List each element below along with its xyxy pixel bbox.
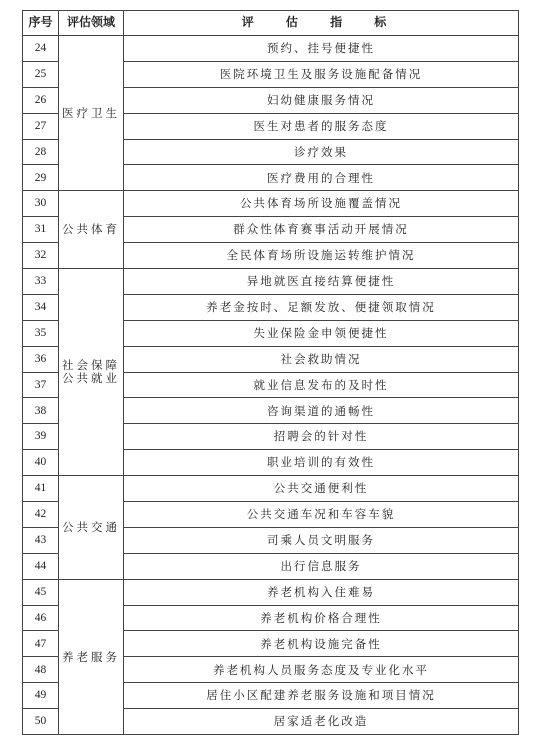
- row-number: 34: [23, 294, 59, 320]
- row-number: 48: [23, 657, 59, 683]
- indicator-text: 出行信息服务: [124, 553, 519, 579]
- indicator-text: 就业信息发布的及时性: [124, 372, 519, 398]
- row-number: 26: [23, 87, 59, 113]
- indicator-text: 咨询渠道的通畅性: [124, 398, 519, 424]
- header-row: [23, 11, 519, 36]
- indicator-text: 诊疗效果: [124, 139, 519, 165]
- indicator-text: 居家适老化改造: [124, 709, 519, 735]
- domain-cell: [59, 269, 124, 476]
- indicator-text: 医生对患者的服务态度: [124, 113, 519, 139]
- indicator-text: 养老机构入住难易: [124, 579, 519, 605]
- indicator-text: 预约、挂号便捷性: [124, 36, 519, 62]
- row-number: 42: [23, 502, 59, 528]
- row-number: 32: [23, 243, 59, 269]
- header-domain: 评估领域: [59, 11, 124, 36]
- table-row: [23, 36, 519, 62]
- domain-label: 医疗卫生: [62, 105, 120, 120]
- table-row: [23, 269, 519, 295]
- header-number: 序号: [23, 11, 59, 36]
- row-number: 31: [23, 217, 59, 243]
- indicator-text: 失业保险金申领便捷性: [124, 320, 519, 346]
- indicator-text: 群众性体育赛事活动开展情况: [124, 217, 519, 243]
- row-number: 30: [23, 191, 59, 217]
- domain-label: 公共就业: [62, 371, 120, 386]
- indicator-text: 医疗费用的合理性: [124, 165, 519, 191]
- indicator-text: 职业培训的有效性: [124, 450, 519, 476]
- row-number: 39: [23, 424, 59, 450]
- domain-cell: [59, 36, 124, 191]
- indicator-text: 公共体育场所设施覆盖情况: [124, 191, 519, 217]
- row-number: 25: [23, 61, 59, 87]
- row-number: 40: [23, 450, 59, 476]
- table-row: [23, 476, 519, 502]
- row-number: 29: [23, 165, 59, 191]
- indicator-text: 医院环境卫生及服务设施配备情况: [124, 61, 519, 87]
- row-number: 44: [23, 553, 59, 579]
- domain-cell: [59, 579, 124, 734]
- domain-label: 养老服务: [62, 649, 120, 664]
- row-number: 43: [23, 527, 59, 553]
- row-number: 27: [23, 113, 59, 139]
- indicator-text: 社会救助情况: [124, 346, 519, 372]
- row-number: 49: [23, 683, 59, 709]
- row-number: 33: [23, 269, 59, 295]
- row-number: 50: [23, 709, 59, 735]
- indicator-text: 异地就医直接结算便捷性: [124, 269, 519, 295]
- indicator-text: 居住小区配建养老服务设施和项目情况: [124, 683, 519, 709]
- row-number: 36: [23, 346, 59, 372]
- header-indicator: 评 估 指 标: [124, 11, 519, 36]
- row-number: 38: [23, 398, 59, 424]
- row-number: 45: [23, 579, 59, 605]
- table-body: [23, 36, 519, 735]
- indicator-text: 招聘会的针对性: [124, 424, 519, 450]
- table-row: [23, 579, 519, 605]
- row-number: 28: [23, 139, 59, 165]
- domain-cell: [59, 476, 124, 580]
- domain-cell: [59, 191, 124, 269]
- domain-label: 公共体育: [62, 222, 120, 237]
- indicator-text: 养老金按时、足额发放、便捷领取情况: [124, 294, 519, 320]
- indicator-text: 养老机构人员服务态度及专业化水平: [124, 657, 519, 683]
- row-number: 24: [23, 36, 59, 62]
- indicator-text: 公共交通便利性: [124, 476, 519, 502]
- row-number: 41: [23, 476, 59, 502]
- evaluation-table: [22, 10, 519, 735]
- indicator-text: 全民体育场所设施运转维护情况: [124, 243, 519, 269]
- indicator-text: 司乘人员文明服务: [124, 527, 519, 553]
- indicator-text: 妇幼健康服务情况: [124, 87, 519, 113]
- row-number: 46: [23, 605, 59, 631]
- row-number: 47: [23, 631, 59, 657]
- domain-label: 公共交通: [62, 520, 120, 535]
- indicator-text: 公共交通车况和车容车貌: [124, 502, 519, 528]
- row-number: 35: [23, 320, 59, 346]
- table-row: [23, 191, 519, 217]
- indicator-text: 养老机构价格合理性: [124, 605, 519, 631]
- row-number: 37: [23, 372, 59, 398]
- indicator-text: 养老机构设施完备性: [124, 631, 519, 657]
- domain-label: 社会保障: [62, 358, 120, 373]
